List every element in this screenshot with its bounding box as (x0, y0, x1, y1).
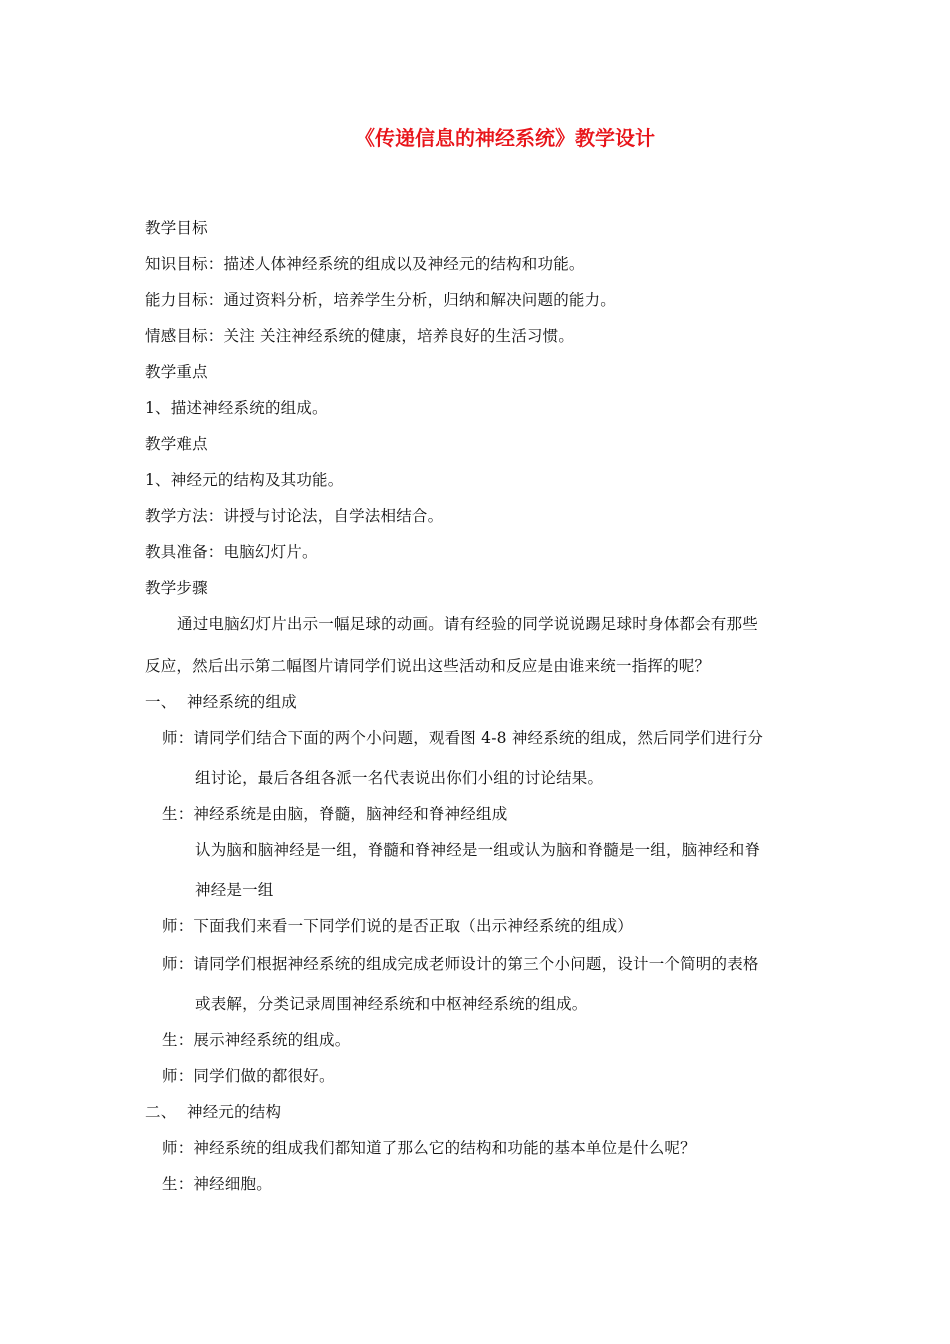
intro-paragraph-line-2: 反应，然后出示第二幅图片请同学们说出这些活动和反应是由谁来统一指挥的呢？ (145, 657, 711, 675)
section-1-heading (145, 690, 297, 712)
section-1-number: 一、 (145, 693, 177, 711)
key-item-1: 1、描述神经系统的组成。 (145, 399, 328, 417)
s1-student-2: 生：展示神经系统的组成。 (162, 1031, 351, 1049)
teaching-tools: 教具准备：电脑幻灯片。 (145, 543, 318, 561)
s1-student-1: 生：神经系统是由脑，脊髓，脑神经和脊神经组成 (162, 805, 508, 823)
s1-teacher-1-line-1: 师：请同学们结合下面的两个小问题，观看图 4-8 神经系统的组成，然后同学们进行分 (162, 729, 764, 747)
intro-paragraph-line-1: 通过电脑幻灯片出示一幅足球的动画。请有经验的同学说说踢足球时身体都会有那些 (177, 615, 758, 633)
section-2-number: 二、 (145, 1103, 177, 1121)
goal-knowledge: 知识目标：描述人体神经系统的组成以及神经元的结构和功能。 (145, 255, 585, 273)
s1-student-1-more-line-2: 神经是一组 (195, 881, 274, 899)
s2-teacher-1: 师：神经系统的组成我们都知道了那么它的结构和功能的基本单位是什么呢？ (162, 1139, 696, 1157)
key-heading: 教学重点 (145, 363, 208, 381)
steps-heading: 教学步骤 (145, 579, 208, 597)
s1-teacher-2: 师：下面我们来看一下同学们说的是否正取（出示神经系统的组成） (162, 917, 634, 935)
difficulty-heading: 教学难点 (145, 435, 208, 453)
section-1-title: 神经系统的组成 (187, 693, 297, 711)
goal-ability: 能力目标：通过资料分析，培养学生分析，归纳和解决问题的能力。 (145, 291, 617, 309)
teaching-method: 教学方法：讲授与讨论法，自学法相结合。 (145, 507, 444, 525)
s1-student-1-more-line-1: 认为脑和脑神经是一组，脊髓和脊神经是一组或认为脑和脊髓是一组，脑神经和脊 (195, 841, 761, 859)
goals-heading: 教学目标 (145, 219, 208, 237)
s2-student-1: 生：神经细胞。 (162, 1175, 272, 1193)
section-2-title: 神经元的结构 (187, 1103, 282, 1121)
s1-teacher-4: 师：同学们做的都很好。 (162, 1067, 335, 1085)
goal-emotion: 情感目标：关注 关注神经系统的健康，培养良好的生活习惯。 (145, 327, 575, 345)
document-title: 《传递信息的神经系统》教学设计 (355, 126, 655, 150)
s1-teacher-3-line-2: 或表解，分类记录周围神经系统和中枢神经系统的组成。 (195, 995, 588, 1013)
difficulty-item-1: 1、神经元的结构及其功能。 (145, 471, 344, 489)
s1-teacher-1-line-2: 组讨论，最后各组各派一名代表说出你们小组的讨论结果。 (195, 769, 604, 787)
s1-teacher-3-line-1: 师：请同学们根据神经系统的组成完成老师设计的第三个小问题，设计一个简明的表格 (162, 955, 759, 973)
section-2-heading (145, 1100, 281, 1122)
